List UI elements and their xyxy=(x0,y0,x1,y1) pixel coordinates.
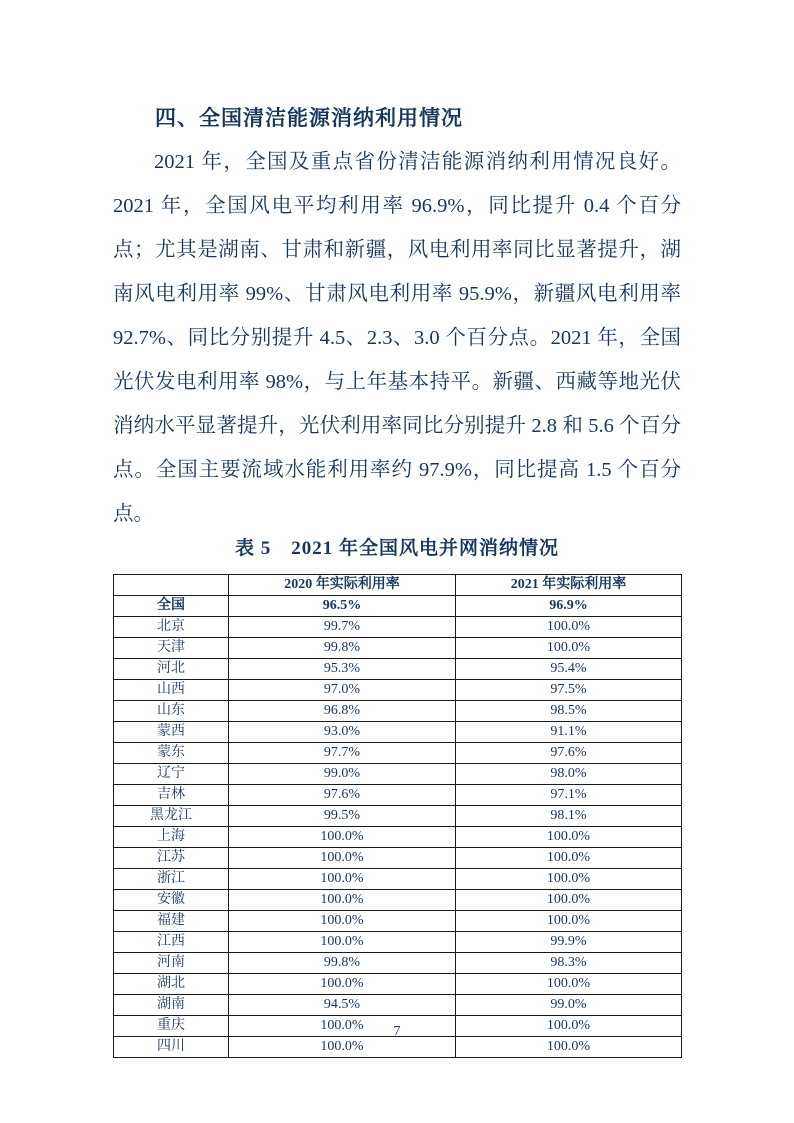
region-cell: 湖北 xyxy=(114,974,229,995)
table-row xyxy=(114,932,682,953)
value-cell-2021: 99.0% xyxy=(456,995,682,1016)
value-cell-2021: 100.0% xyxy=(456,890,682,911)
region-cell: 天津 xyxy=(114,638,229,659)
value-cell-2021: 97.6% xyxy=(456,743,682,764)
column-header: 2021 年实际利用率 xyxy=(456,575,682,596)
value-cell-2021: 100.0% xyxy=(456,974,682,995)
wind-power-utilization-table xyxy=(113,574,682,1058)
region-cell: 吉林 xyxy=(114,785,229,806)
value-cell-2020: 100.0% xyxy=(229,890,456,911)
region-cell: 全国 xyxy=(114,596,229,617)
region-cell: 河北 xyxy=(114,659,229,680)
region-cell: 江西 xyxy=(114,932,229,953)
table-row xyxy=(114,806,682,827)
table-row xyxy=(114,890,682,911)
value-cell-2020: 94.5% xyxy=(229,995,456,1016)
region-cell: 山西 xyxy=(114,680,229,701)
table-row xyxy=(114,596,682,617)
value-cell-2021: 99.9% xyxy=(456,932,682,953)
table-caption: 表 5 2021 年全国风电并网消纳情况 xyxy=(234,538,559,559)
table-row xyxy=(114,638,682,659)
value-cell-2021: 97.1% xyxy=(456,785,682,806)
value-cell-2021: 95.4% xyxy=(456,659,682,680)
table-row xyxy=(114,785,682,806)
body-paragraph: 2021 年，全国及重点省份清洁能源消纳利用情况良好。2021 年，全国风电平均利用率 96.9%，同比提升 0.4 个百分点；尤其是湖南、甘肃和新疆，风电利用率同比显著提升，湖南风电利用率 99%、甘肃风电利用率 95.9%，新疆风电利用率 92.7%、同比分别提升 4.5、2.3、3.0 个百分点。2021 年，全国光伏发电利用率 98%，与上年基本持平。新疆、西藏等地光伏消纳水平显著提升，光伏利用率同比分别提升 2.8 和 5.6 个百分点。全国主要流域水能利用率约 97.9%，同比提高 1.5 个百分点。 xyxy=(113,151,681,525)
value-cell-2020: 100.0% xyxy=(229,1037,456,1058)
column-header: 2020 年实际利用率 xyxy=(229,575,456,596)
region-cell: 江苏 xyxy=(114,848,229,869)
value-cell-2020: 100.0% xyxy=(229,932,456,953)
table-row xyxy=(114,617,682,638)
table-row xyxy=(114,722,682,743)
region-cell: 湖南 xyxy=(114,995,229,1016)
value-cell-2021: 91.1% xyxy=(456,722,682,743)
value-cell-2020: 97.7% xyxy=(229,743,456,764)
value-cell-2021: 100.0% xyxy=(456,638,682,659)
value-cell-2021: 98.1% xyxy=(456,806,682,827)
table-row xyxy=(114,701,682,722)
value-cell-2021: 100.0% xyxy=(456,1016,682,1037)
region-cell: 蒙东 xyxy=(114,743,229,764)
value-cell-2021: 100.0% xyxy=(456,911,682,932)
value-cell-2020: 96.5% xyxy=(229,596,456,617)
column-header xyxy=(114,575,229,596)
value-cell-2020: 99.7% xyxy=(229,617,456,638)
value-cell-2021: 100.0% xyxy=(456,848,682,869)
region-cell: 山东 xyxy=(114,701,229,722)
value-cell-2021: 100.0% xyxy=(456,827,682,848)
value-cell-2020: 93.0% xyxy=(229,722,456,743)
table-row xyxy=(114,974,682,995)
value-cell-2020: 100.0% xyxy=(229,1016,456,1037)
value-cell-2021: 98.5% xyxy=(456,701,682,722)
region-cell: 河南 xyxy=(114,953,229,974)
table-row xyxy=(114,659,682,680)
table-row xyxy=(114,848,682,869)
region-cell: 浙江 xyxy=(114,869,229,890)
value-cell-2021: 98.0% xyxy=(456,764,682,785)
region-cell: 辽宁 xyxy=(114,764,229,785)
table-row xyxy=(114,743,682,764)
value-cell-2020: 97.6% xyxy=(229,785,456,806)
table-header-row xyxy=(114,575,682,596)
value-cell-2020: 96.8% xyxy=(229,701,456,722)
value-cell-2020: 99.8% xyxy=(229,638,456,659)
value-cell-2021: 98.3% xyxy=(456,953,682,974)
value-cell-2020: 99.0% xyxy=(229,764,456,785)
value-cell-2020: 97.0% xyxy=(229,680,456,701)
table-row xyxy=(114,869,682,890)
region-cell: 黑龙江 xyxy=(114,806,229,827)
value-cell-2021: 96.9% xyxy=(456,596,682,617)
region-cell: 北京 xyxy=(114,617,229,638)
region-cell: 蒙西 xyxy=(114,722,229,743)
value-cell-2020: 100.0% xyxy=(229,848,456,869)
value-cell-2021: 100.0% xyxy=(456,617,682,638)
table-row xyxy=(114,995,682,1016)
value-cell-2020: 100.0% xyxy=(229,911,456,932)
value-cell-2021: 97.5% xyxy=(456,680,682,701)
section-heading: 四、全国清洁能源消纳利用情况 xyxy=(155,106,463,130)
region-cell: 上海 xyxy=(114,827,229,848)
region-cell: 安徽 xyxy=(114,890,229,911)
region-cell: 福建 xyxy=(114,911,229,932)
value-cell-2020: 99.5% xyxy=(229,806,456,827)
value-cell-2020: 100.0% xyxy=(229,974,456,995)
page-number: 7 xyxy=(393,1024,401,1039)
value-cell-2021: 100.0% xyxy=(456,869,682,890)
table-row xyxy=(114,827,682,848)
table-row xyxy=(114,764,682,785)
region-cell: 重庆 xyxy=(114,1016,229,1037)
region-cell: 四川 xyxy=(114,1037,229,1058)
value-cell-2020: 100.0% xyxy=(229,827,456,848)
value-cell-2020: 100.0% xyxy=(229,869,456,890)
value-cell-2020: 95.3% xyxy=(229,659,456,680)
value-cell-2021: 100.0% xyxy=(456,1037,682,1058)
value-cell-2020: 99.8% xyxy=(229,953,456,974)
table-row xyxy=(114,953,682,974)
table-row xyxy=(114,680,682,701)
table-row xyxy=(114,911,682,932)
